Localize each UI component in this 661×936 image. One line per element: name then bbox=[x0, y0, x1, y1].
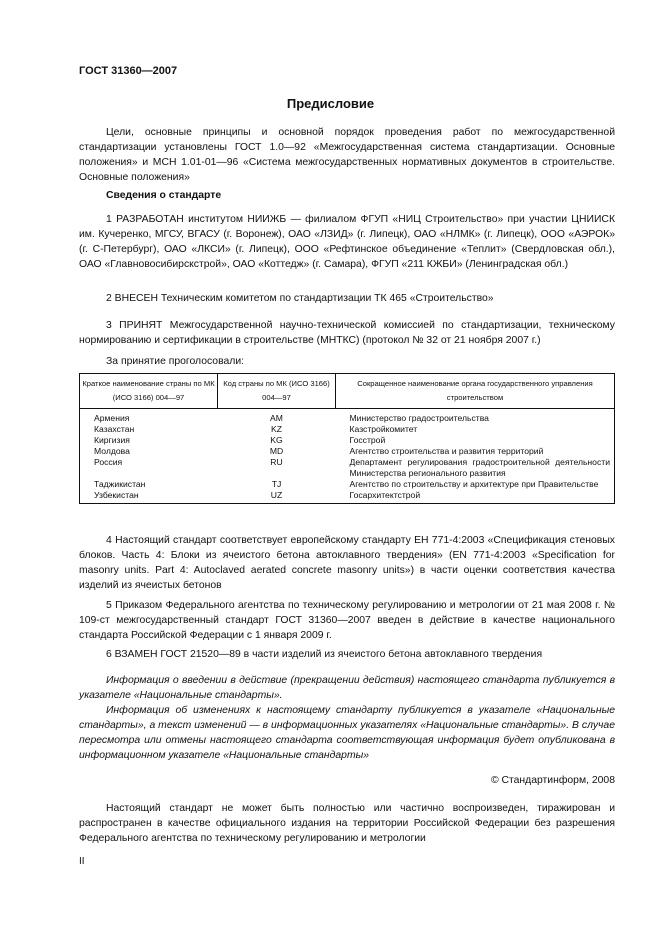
document-header: ГОСТ 31360—2007 bbox=[79, 65, 178, 77]
page-title: Предисловие bbox=[286, 96, 375, 111]
code-cell: TJ bbox=[271, 479, 282, 489]
section-heading: Сведения о стандарте bbox=[106, 190, 222, 201]
voting-table bbox=[79, 373, 615, 504]
table-row bbox=[80, 457, 615, 479]
info-paragraph-1: Информация о введении в действие (прекращении действия) настоящего стандарта публикуется в указателе «Национальные стандарты». bbox=[79, 675, 615, 701]
item-6-paragraph: 6 ВЗАМЕН ГОСТ 21520—89 в части изделий из ячеистого бетона автоклавного твердения bbox=[106, 649, 543, 660]
table-row bbox=[80, 409, 615, 425]
authority-cell: Департамент регулирования градостроительной деятельности Министерства регионального развития bbox=[349, 457, 610, 478]
authority-cell: Госархитектстрой bbox=[349, 490, 421, 500]
page-number: II bbox=[79, 856, 85, 867]
country-cell: Таджикистан bbox=[94, 479, 146, 489]
info-paragraph-2: Информация об изменениях к настоящему стандарту публикуется в указателе «Национальные стандарты», а текст изменений — в информационных указателях «Национальные стандарты». В случае пересмотра или отмены настоящего стандарта соответствующая информация будет опубликована в информационном указателе «Национальные стандарты» bbox=[79, 705, 615, 761]
country-cell: Россия bbox=[94, 457, 123, 467]
item-5-paragraph: 5 Приказом Федерального агентства по техническому регулированию и метрологии от 21 мая 2008 г. № 109-ст межгосударственный стандарт ГОСТ 31360—2007 введен в действие в качестве национального стандарта Российской Федерации с 1 января 2009 г. bbox=[79, 600, 615, 641]
authority-cell: Министерство градостроительства bbox=[349, 413, 489, 423]
table-header-row bbox=[80, 374, 615, 409]
table-row bbox=[80, 479, 615, 490]
item-1-paragraph: 1 РАЗРАБОТАН институтом НИИЖБ — филиалом ФГУП «НИЦ Строительство» при участии ЦНИИСК им. Кучеренко, МГСУ, ВГАСУ (г. Воронеж), ОАО «ЛЗИД» (г. Липецк), ОАО «НЛМК» (г. Липецк), ООО «АЭРОК» (г. С-Петербург), ОАО «ЛКСИ» (г. Липецк), ООО «Рефтинское объединение «Теплит» (Свердловская обл.), ОАО «Главновосибирскстрой», ОАО «Коттедж» (г. Самара), ФГУП «211 КЖБИ» (Ленинградская обл.) bbox=[79, 214, 615, 270]
table-header-cell: Сокращенное наименование органа государственного управления строительством bbox=[336, 374, 615, 409]
country-cell: Казахстан bbox=[94, 424, 135, 434]
country-cell: Молдова bbox=[94, 446, 130, 456]
notice-paragraph: Настоящий стандарт не может быть полностью или частично воспроизведен, тиражирован и распространен в качестве официального издания на территории Российской Федерации без разрешения Федерального агентства по техническому регулированию и метрологии bbox=[79, 803, 615, 844]
code-cell: UZ bbox=[270, 490, 283, 500]
code-cell: RU bbox=[270, 457, 283, 467]
item-4-paragraph: 4 Настоящий стандарт соответствует европейскому стандарту ЕН 771-4:2003 «Спецификация стеновых блоков. Часть 4: Блоки из ячеистого бетона автоклавного твердения» (EN 771-4:2003 «Specification for masonry units. Part 4: Autoclaved aerated concrete masonry units») в части оценки соответствия качества изделий из ячеистых бетонов bbox=[79, 535, 615, 591]
item-2-paragraph: 2 ВНЕСЕН Техническим комитетом по стандартизации ТК 465 «Строительство» bbox=[106, 293, 494, 304]
table-row bbox=[80, 446, 615, 457]
code-cell: MD bbox=[269, 446, 284, 456]
table-row bbox=[80, 435, 615, 446]
authority-cell: Агентство по строительству и архитектуре при Правительстве bbox=[349, 479, 599, 489]
country-cell: Армения bbox=[94, 413, 130, 423]
table-row bbox=[80, 490, 615, 504]
authority-cell: Госстрой bbox=[349, 435, 386, 445]
intro-paragraph: Цели, основные принципы и основной порядок проведения работ по межгосударственной стандартизации установлены ГОСТ 1.0—92 «Межгосударственная система стандартизации. Основные положения» и МСН 1.01-01—96 «Система межгосударственных нормативных документов в строительстве. Основные положения» bbox=[79, 127, 615, 183]
item-3-paragraph: 3 ПРИНЯТ Межгосударственной научно-технической комиссией по стандартизации, техническому нормированию и сертификации в строительстве (МНТКС) (протокол № 32 от 21 ноября 2007 г.) bbox=[79, 320, 615, 346]
table-header-cell: Код страны по МК (ИСО 3166) 004—97 bbox=[218, 374, 336, 409]
authority-cell: Казстройкомитет bbox=[349, 424, 418, 434]
country-cell: Узбекистан bbox=[94, 490, 139, 500]
table-header-cell: Краткое наименование страны по МК (ИСО 3166) 004—97 bbox=[80, 374, 218, 409]
vote-label: За принятие проголосовали: bbox=[106, 356, 245, 367]
code-cell: KG bbox=[270, 435, 283, 445]
country-cell: Киргизия bbox=[94, 435, 130, 445]
code-cell: AM bbox=[270, 413, 283, 423]
copyright: © Стандартинформ, 2008 bbox=[490, 775, 615, 786]
code-cell: KZ bbox=[271, 424, 282, 434]
authority-cell: Агентство строительства и развития территорий bbox=[349, 446, 544, 456]
table-row bbox=[80, 424, 615, 435]
